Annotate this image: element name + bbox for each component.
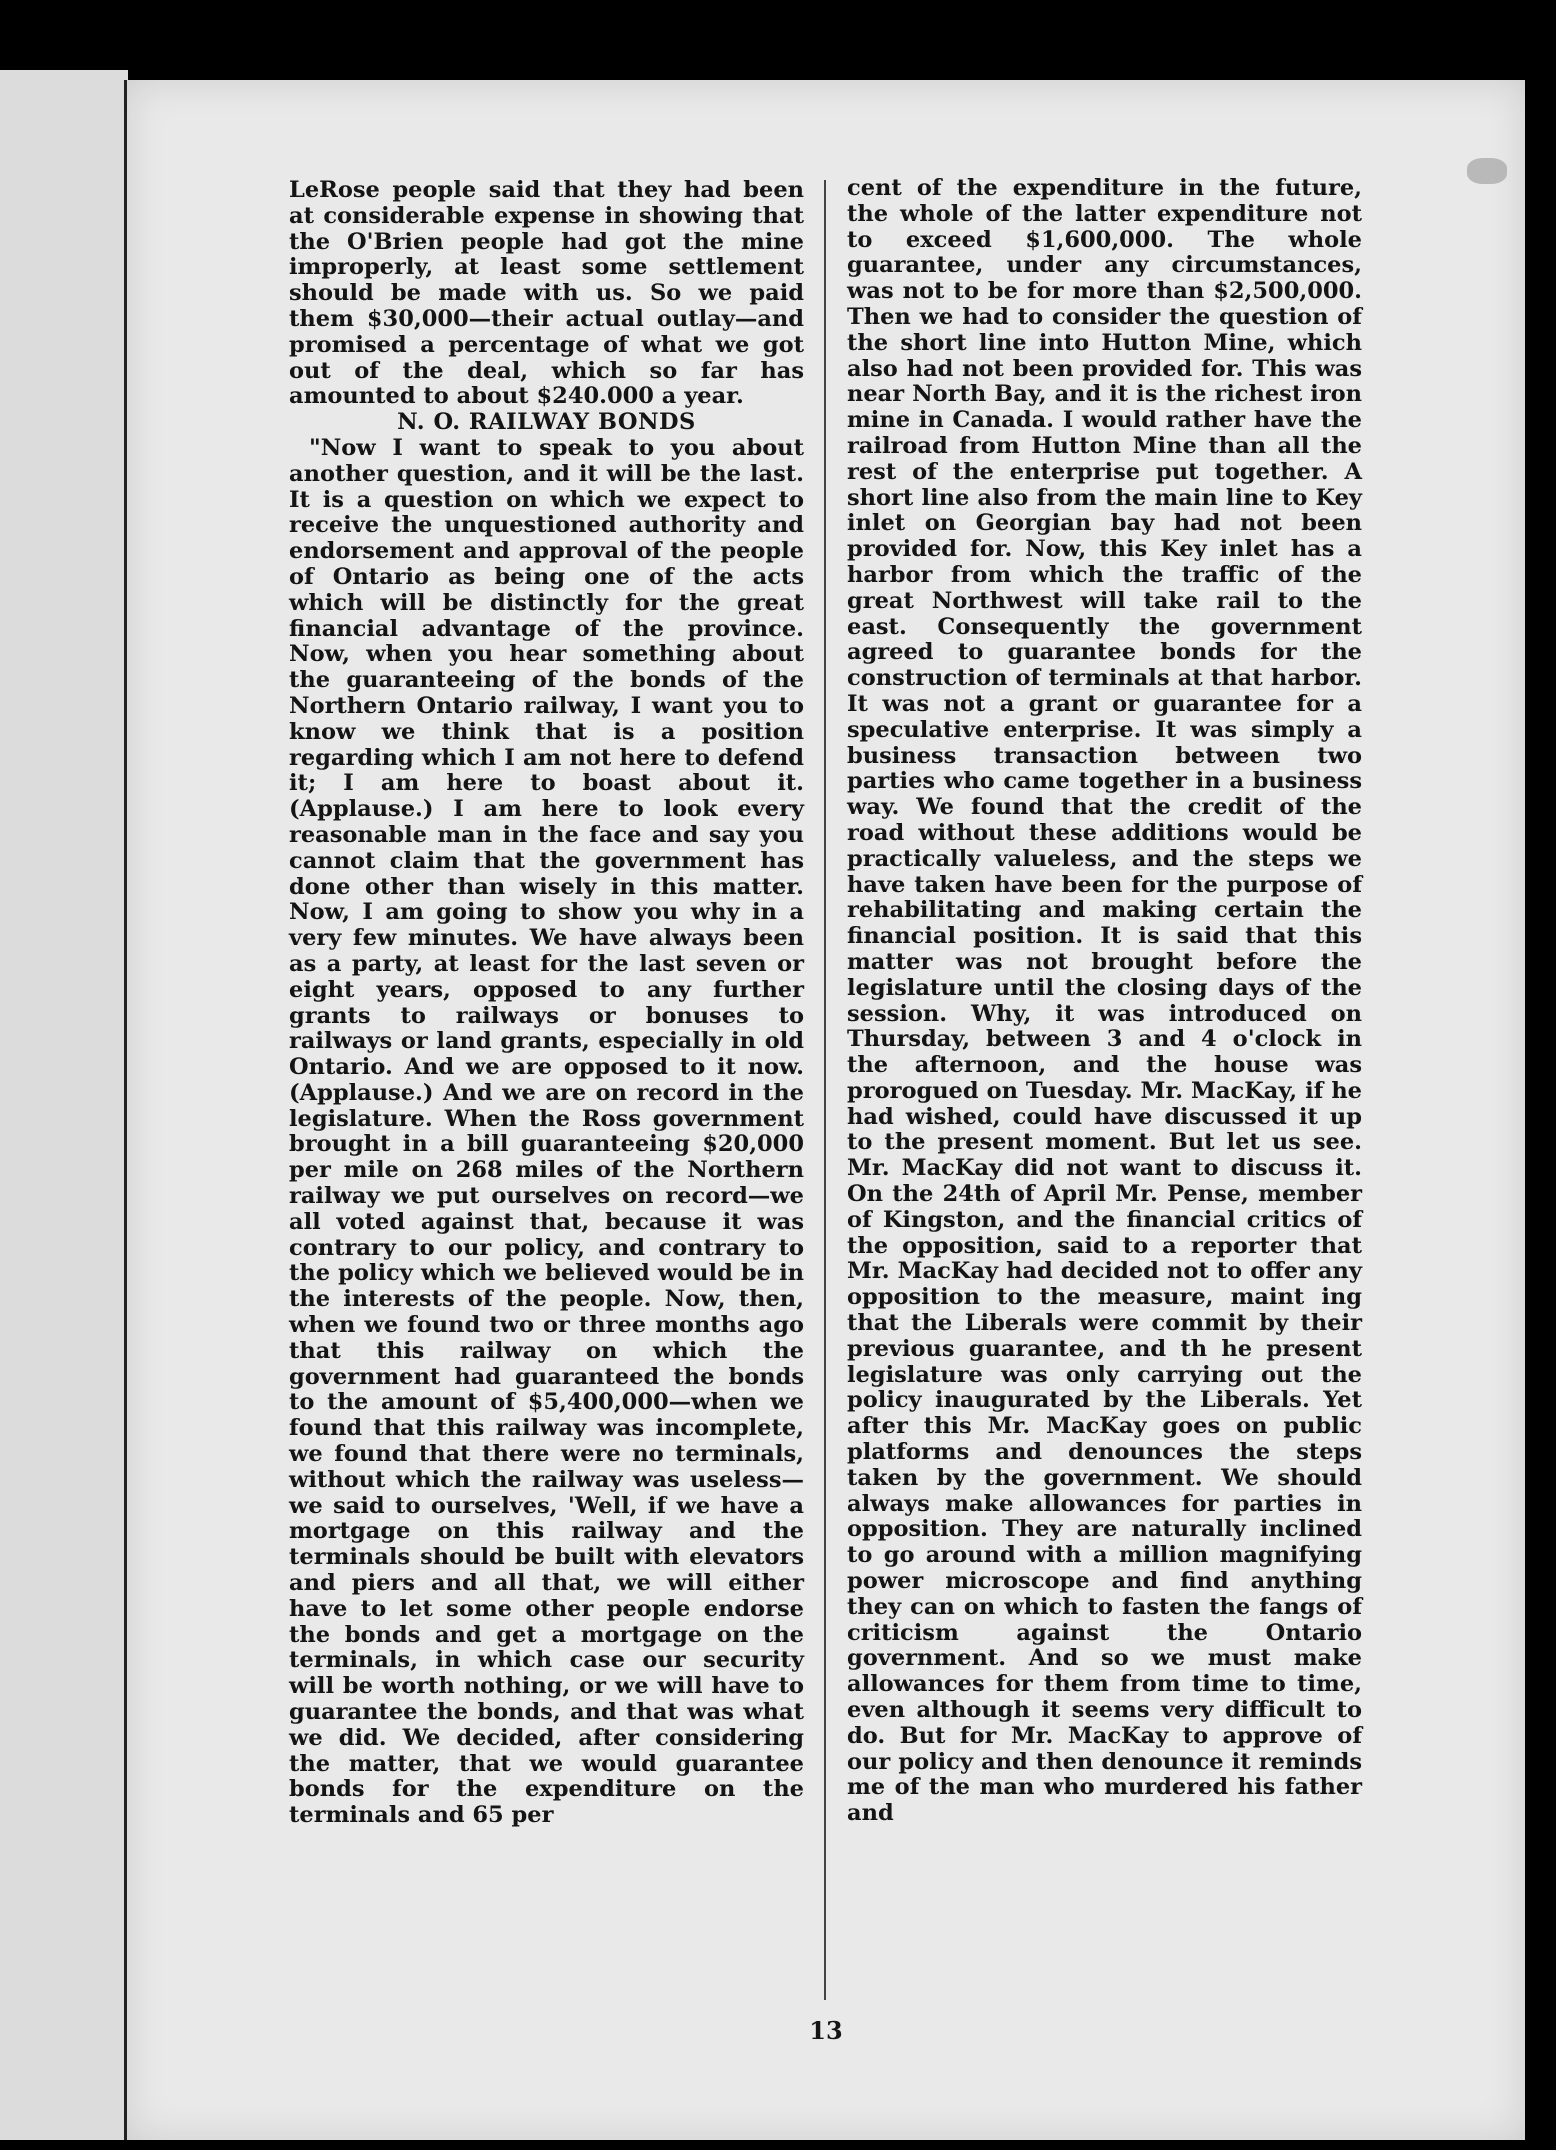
left-text-column [289,178,804,1829]
section-heading: N. O. RAILWAY BONDS [397,409,696,436]
left-paragraph-1: LeRose people said that they had been at considerable expense in showing that the O'Brien people had got the mine improperly, at least some settlement should be made with us. So we paid them $30,000—their actual outlay—and promised a percentage of what we got out of the deal, which so far has amounted to about $240.000 a year. [289,177,804,410]
right-text-column [847,176,1362,1827]
page-number: 13 [809,2016,843,2045]
right-paragraph-1: cent of the expenditure in the future, the whole of the latter expenditure not to exceed $1,600,000. The whole guarantee, under any circumstances, was not to be for more than $2,500,000. Then we had to consider the question of the short line into Hutton Mine, which also had not been provided for. This was near North Bay, and it is the richest iron mine in Canada. I would rather have the railroad from Hutton Mine than all the rest of the enterprise put together. A short line also from the main line to Key inlet on Georgian bay had not been provided for. Now, this Key inlet has a harbor from which the traffic of the great Northwest will take rail to the east. Consequently the government agreed to guarantee bonds for the construction of terminals at that harbor. It was not a grant or guarantee for a speculative enterprise. It was simply a business transaction between two parties who came together in a business way. We found that the credit of the road without these additions would be practically valueless, and the steps we have taken have been for the purpose of rehabilitating and making certain the financial position. It is said that this matter was not brought before the legislature until the closing days of the session. Why, it was introduced on Thursday, between 3 and 4 o'clock in the afternoon, and the house was prorogued on Tuesday. Mr. MacKay, if he had wished, could have discussed it up to the present moment. But let us see. Mr. MacKay did not want to discuss it. On the 24th of April Mr. Pense, member of Kingston, and the financial critics of the opposition, said to a reporter that Mr. MacKay had decided not to offer any opposition to the measure, maint ing that the Liberals were commit by their previous guarantee, and th he present legislature was only carrying out the policy inaugurated by the Liberals. Yet after this Mr. MacKay goes on public platforms and denounces the steps taken by the government. We should always make allowances for parties in opposition. They are naturally inclined to go around with a million magnifying power microscope and find anything they can on which to fasten the fangs of criticism against the Ontario government. And so we must make allowances for them from time to time, even although it seems very difficult to do. But for Mr. MacKay to approve of our policy and then denounce it reminds me of the man who murdered his father and [847,175,1362,1827]
left-paragraph-2: "Now I want to speak to you about another question, and it will be the last. It is a question on which we expect to receive the unquestioned authority and endorsement and approval of the people of Ontario as being one of the acts which will be distinctly for the great financial advantage of the province. Now, when you hear something about the guaranteeing of the bonds of the Northern Ontario railway, I want you to know we think that is a position regarding which I am not here to defend it; I am here to boast about it. (Applause.) I am here to look every reasonable man in the face and say you cannot claim that the government has done other than wisely in this matter. Now, I am going to show you why in a very few minutes. We have always been as a party, at least for the last seven or eight years, opposed to any further grants to railways or bonuses to railways or land grants, especially in old Ontario. And we are opposed to it now. (Applause.) And we are on record in the legislature. When the Ross government brought in a bill guaranteeing $20,000 per mile on 268 miles of the Northern railway we put ourselves on record—we all voted against that, because it was contrary to our policy, and contrary to the policy which we believed would be in the interests of the people. Now, then, when we found two or three months ago that this railway on which the government had guaranteed the bonds to the amount of $5,400,000—when we found that this railway was incomplete, we found that there were no terminals, without which the railway was useless—we said to ourselves, 'Well, if we have a mortgage on this railway and the terminals should be built with elevators and piers and all that, we will either have to let some other people endorse the bonds and get a mortgage on the terminals, in which case our security will be worth nothing, or we will have to guarantee the bonds, and that was what we did. We decided, after considering the matter, that we would guarantee bonds for the expenditure on the terminals and 65 per [289,434,804,1829]
document-page [124,80,1525,2140]
column-divider [824,180,826,2000]
previous-page-edge [0,70,128,2140]
page-corner-mark [1467,158,1507,184]
